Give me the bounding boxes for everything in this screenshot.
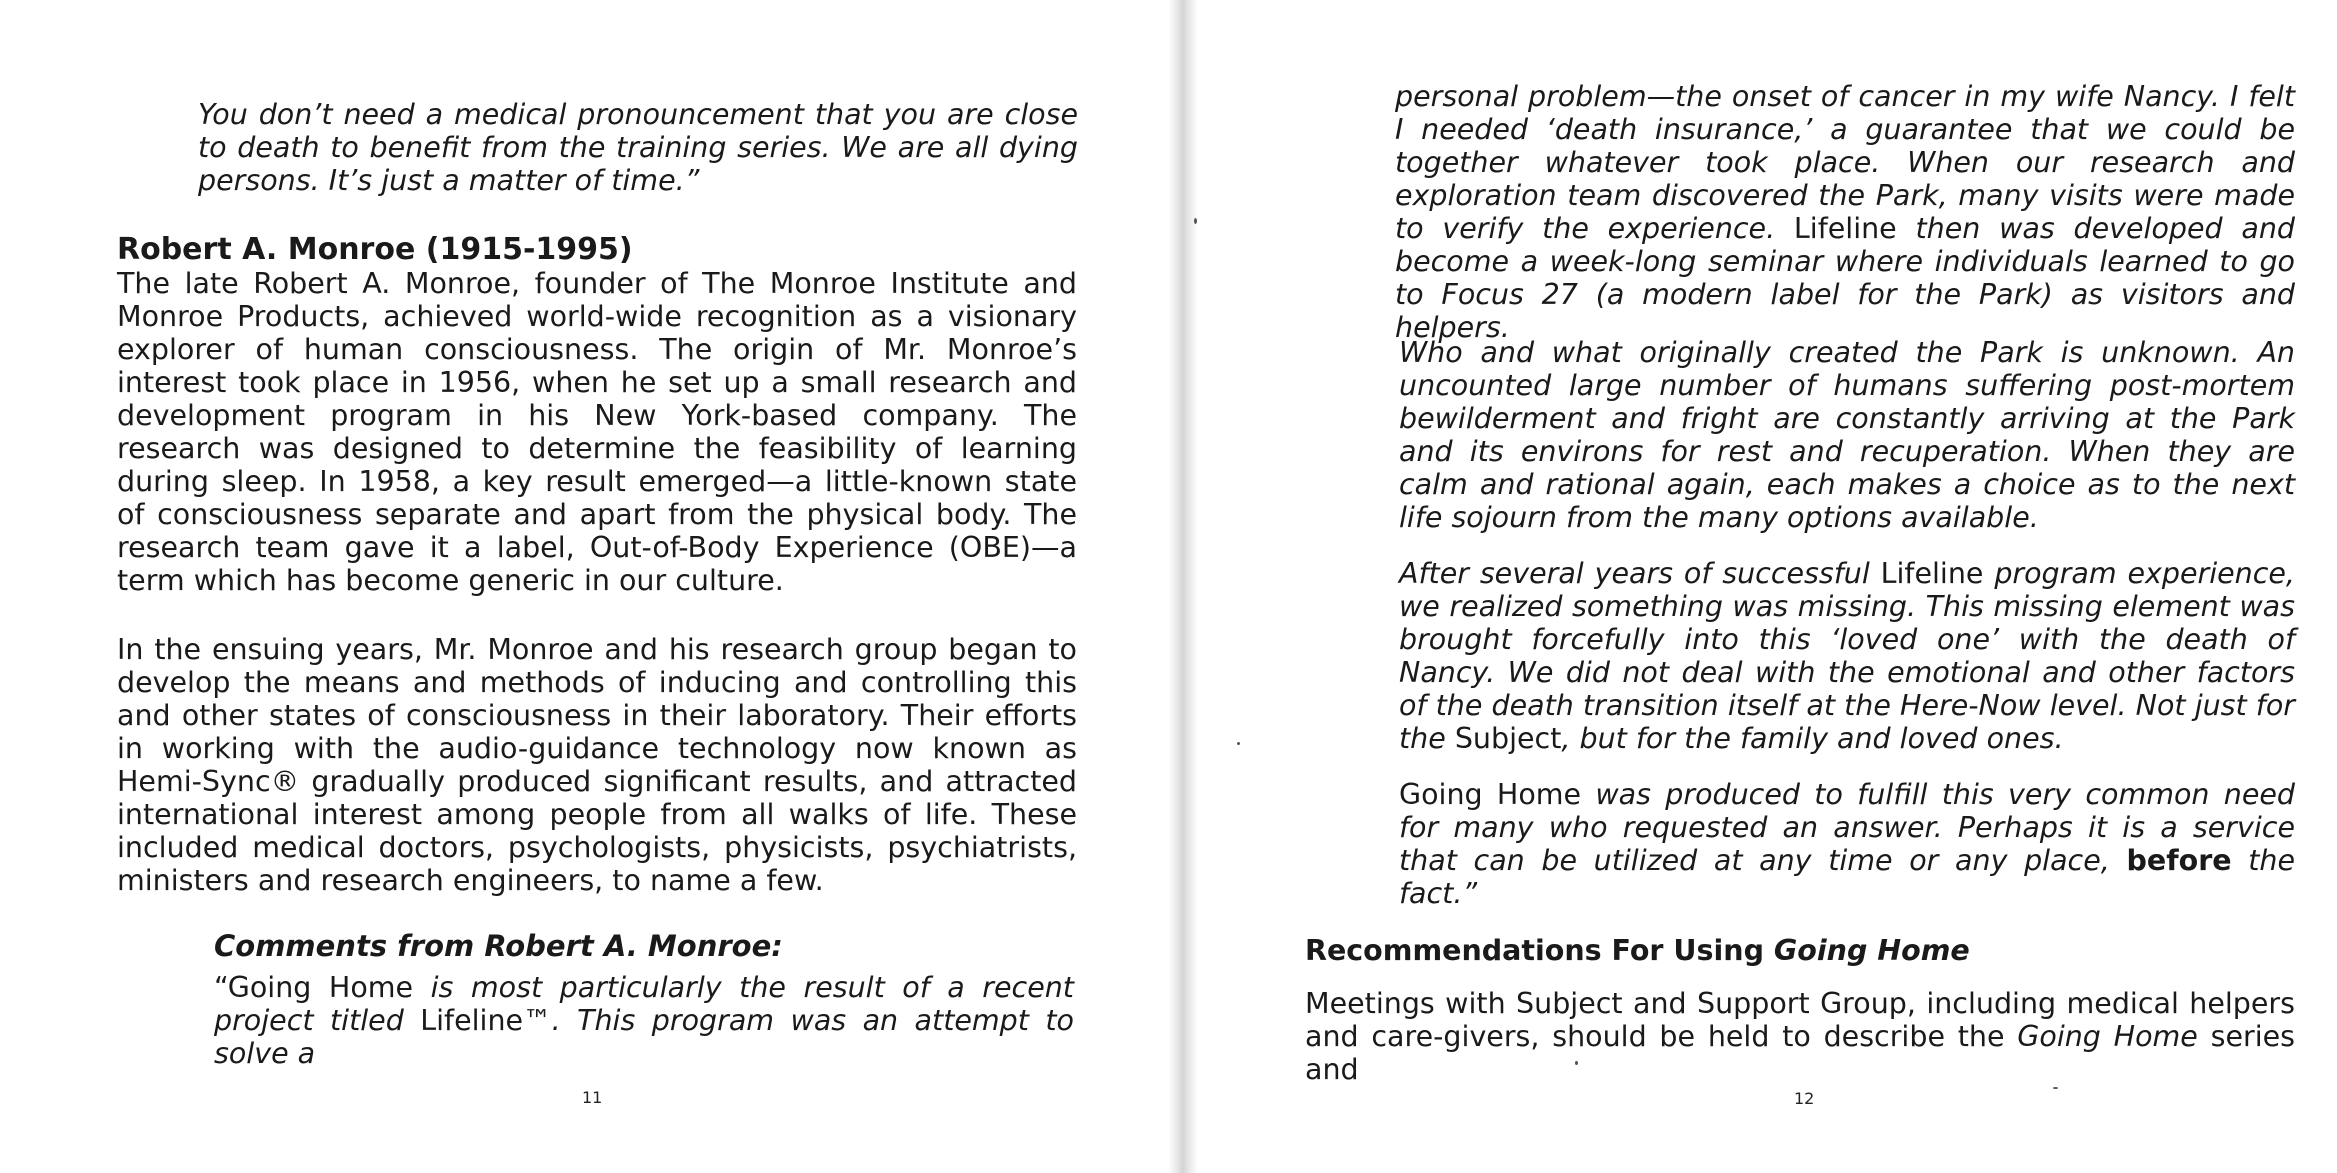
opening-quote: You don’t need a medical pronouncement that you are close to death to benefit from the training series. We are all dying persons. It’s just a matter of time.” — [198, 98, 1078, 197]
right-paragraph-1 — [1395, 80, 2295, 344]
right-page — [1198, 0, 2337, 1173]
bio-paragraph-2: In the ensuing years, Mr. Monroe and his research group began to develop the means and methods of inducing and controlling this and other states of consciousness in their laboratory. Their efforts in working with the audio-guidance technology now known as Hemi-Sync® gradually produced significant results, and attracted international interest among people from all walks of life. These included medical doctors, psychologists, physicists, psychiatrists, ministers and research engineers, to name a few. — [117, 633, 1077, 897]
bio-paragraph-1: The late Robert A. Monroe, founder of The Monroe Institute and Monroe Products, achieved world-wide recognition as a visionary explorer of human consciousness. The origin of Mr. Monroe’s interest took place in 1956, when he set up a small research and development program in his New York-based company. The research was designed to determine the feasibility of learning during sleep. In 1958, a key result emerged—a little-known state of consciousness separate and apart from the physical body. The research team gave it a label, Out-of-Body Experience (OBE)—a term which has become generic in our culture. — [117, 267, 1077, 597]
comments-text-2: . This program was an attempt to solve a — [214, 1004, 1074, 1070]
rp4-text-2: the fact.” — [1399, 844, 2295, 910]
left-page — [0, 0, 1168, 1173]
recommendations-heading — [1305, 934, 2295, 968]
rp1-text-1: personal problem—the onset of cancer in my wife Nancy. I felt I needed ‘death insurance,’ a guarantee that we could be together whatever took place. When our research and exploration team discovered the Park, many visits were made to verify the experience. — [1395, 80, 2295, 245]
comments-text-1: is most particularly the result of a recent project titled — [214, 971, 1074, 1037]
rp3-text-2: program experience, we realized something was missing. This missing element was brought forcefully into this ‘loved one’ with the death of Nancy. We did not deal with the emotional and other factors of the death transition itself at the Here-Now level. Not just for the — [1399, 557, 2295, 755]
scan-speck — [1194, 218, 1197, 224]
right-paragraph-3 — [1399, 557, 2295, 755]
rp4-title: Going Home — [1399, 778, 1582, 811]
rec-heading-text: Recommendations For Using — [1305, 934, 1774, 967]
book-gutter — [1168, 0, 1198, 1173]
right-paragraph-4 — [1399, 778, 2295, 910]
right-paragraph-2: Who and what originally created the Park is unknown. An uncounted large number of humans suffering post-mortem bewilderment and fright are constantly arriving at the Park and its environs for rest and recuperation. When they are calm and rational again, each makes a choice as to the next life sojourn from the many options available. — [1399, 336, 2295, 534]
rec-heading-title: Going Home — [1773, 934, 1970, 967]
comments-title: Going Home — [227, 971, 414, 1004]
rec-text-1: Meetings with Subject and Support Group, including medical helpers and care-givers, should be held to describe the — [1305, 987, 2295, 1053]
scan-speck — [1575, 1061, 1578, 1065]
comments-program: Lifeline™ — [420, 1004, 552, 1037]
rp4-bold: before — [2126, 844, 2232, 877]
rp4-text-1: was produced to fulfill this very common need for many who requested an answer. Perhaps it is a service that can be utilized at any time or any place, — [1399, 778, 2295, 877]
page-number-left: 11 — [582, 1088, 603, 1107]
open-quote: “ — [214, 971, 228, 1004]
rp3-text-1: After several years of successful — [1399, 557, 1881, 590]
recommendations-paragraph — [1305, 987, 2295, 1086]
comments-heading: Comments from Robert A. Monroe: — [214, 929, 783, 963]
page-number-right: 12 — [1794, 1089, 1815, 1108]
rp1-text-2: then was developed and become a week-long seminar where individuals learned to go to Focus 27 (a modern label for the Park) as visitors and helpers. — [1395, 212, 2295, 344]
rp3-program: Lifeline — [1880, 557, 1984, 590]
rp3-subject: Subject — [1454, 722, 1562, 755]
rec-text-2: series and — [1305, 1020, 2295, 1086]
comments-paragraph — [214, 971, 1074, 1070]
rp3-text-3: , but for the family and loved ones. — [1561, 722, 2064, 755]
monroe-heading: Robert A. Monroe (1915-1995) — [117, 232, 633, 267]
rp1-program: Lifeline — [1793, 212, 1897, 245]
rec-title: Going Home — [2017, 1020, 2198, 1053]
scan-speck — [2053, 1087, 2058, 1089]
